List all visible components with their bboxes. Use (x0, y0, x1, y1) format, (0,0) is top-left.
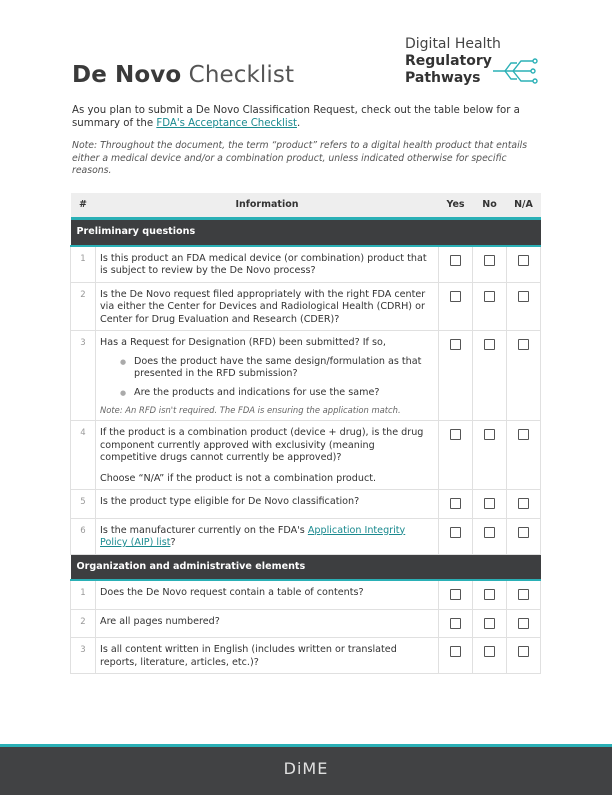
na-checkbox[interactable] (518, 646, 529, 657)
row-note: Note: An RFD isn't required. The FDA is ensuring the application match. (100, 405, 401, 415)
yes-checkbox[interactable] (450, 589, 461, 600)
no-checkbox[interactable] (484, 498, 495, 509)
row-text: Is all content written in English (includes written or translated reports, literature, articles, etc.)? (96, 638, 439, 674)
no-checkbox[interactable] (484, 339, 495, 350)
title-bold: De Novo (72, 62, 182, 88)
na-checkbox[interactable] (518, 339, 529, 350)
brand-line-1: Digital Health (405, 36, 501, 52)
na-checkbox[interactable] (518, 589, 529, 600)
row-number: 5 (71, 490, 96, 519)
yes-checkbox[interactable] (450, 527, 461, 538)
table-row (71, 638, 541, 674)
list-item: ● Does the product have the same design/formulation as that presented in the RFD submission? (120, 356, 434, 381)
no-checkbox[interactable] (484, 589, 495, 600)
row-number: 3 (71, 638, 96, 674)
header-no: No (473, 193, 507, 219)
no-checkbox[interactable] (484, 429, 495, 440)
table-row (71, 246, 541, 283)
yes-checkbox[interactable] (450, 291, 461, 302)
row-number: 3 (71, 331, 96, 421)
na-checkbox[interactable] (518, 527, 529, 538)
table-row (71, 518, 541, 554)
row-number: 2 (71, 609, 96, 638)
yes-checkbox[interactable] (450, 498, 461, 509)
row-text-secondary: Choose “N/A” if the product is not a combination product. (100, 472, 377, 484)
table-row (71, 421, 541, 490)
page-title (72, 62, 294, 88)
aip-list-link[interactable]: Application Integrity Policy (AIP) list (100, 524, 406, 548)
yes-checkbox[interactable] (450, 429, 461, 440)
yes-checkbox[interactable] (450, 618, 461, 629)
row-cell (96, 518, 439, 554)
na-checkbox[interactable] (518, 255, 529, 266)
no-checkbox[interactable] (484, 291, 495, 302)
table-row (71, 490, 541, 519)
row-number: 1 (71, 246, 96, 283)
intro-end: . (297, 118, 301, 129)
table-header-row (71, 193, 541, 219)
scope-note: Note: Throughout the document, the term “product” refers to a digital health product that entails either a medical device and/or a combination product, unless indicated otherwise for specific reasons. (72, 140, 528, 176)
section-row (71, 219, 541, 246)
header-info: Information (96, 193, 439, 219)
table-row (71, 580, 541, 609)
row-text-end: ? (170, 537, 176, 548)
section-title: Organization and administrative elements (71, 554, 541, 580)
row-text: Is the De Novo request filed appropriately with the right FDA center via either the Center for Devices and Radiological Health (CDRH) or Center for Drug Evaluation and Research (CDER)? (96, 282, 439, 331)
row-text: Is the product type eligible for De Novo classification? (96, 490, 439, 519)
na-checkbox[interactable] (518, 291, 529, 302)
brand-logo (405, 36, 545, 87)
no-checkbox[interactable] (484, 527, 495, 538)
na-checkbox[interactable] (518, 429, 529, 440)
no-checkbox[interactable] (484, 618, 495, 629)
row-text: Is this product an FDA medical device (or combination) product that is subject to review by the De Novo process? (96, 246, 439, 283)
checklist-table (70, 193, 541, 674)
row-text: If the product is a combination product (device + drug), is the drug component currently approved with exclusivity (meaning competitive drugs cannot currently be approved)? (100, 427, 424, 463)
table-row (71, 282, 541, 331)
acceptance-checklist-link[interactable]: FDA's Acceptance Checklist (156, 118, 297, 129)
yes-checkbox[interactable] (450, 255, 461, 266)
header-num: # (71, 193, 96, 219)
no-checkbox[interactable] (484, 255, 495, 266)
na-checkbox[interactable] (518, 498, 529, 509)
table-row (71, 609, 541, 638)
list-item: ● Are the products and indications for use the same? (120, 387, 434, 400)
row-cell (96, 331, 439, 421)
header-na: N/A (507, 193, 541, 219)
brand-line-3: Pathways (405, 70, 481, 86)
row-number: 2 (71, 282, 96, 331)
brand-line-2: Regulatory (405, 53, 492, 69)
section-row (71, 554, 541, 580)
section-title: Preliminary questions (71, 219, 541, 246)
title-light: Checklist (188, 62, 295, 88)
row-text: Has a Request for Designation (RFD) been submitted? If so, (100, 337, 386, 348)
no-checkbox[interactable] (484, 646, 495, 657)
yes-checkbox[interactable] (450, 339, 461, 350)
table-row (71, 331, 541, 421)
row-text: Are all pages numbered? (96, 609, 439, 638)
na-checkbox[interactable] (518, 618, 529, 629)
row-number: 6 (71, 518, 96, 554)
row-cell (96, 421, 439, 490)
circuit-icon (491, 54, 539, 88)
row-text: Does the De Novo request contain a table of contents? (96, 580, 439, 609)
row-text: Is the manufacturer currently on the FDA's (100, 524, 308, 536)
row-number: 4 (71, 421, 96, 490)
intro-text: As you plan to submit a De Novo Classification Request, check out the table below for a summary of the (72, 105, 520, 129)
row-number: 1 (71, 580, 96, 609)
footer-bar (0, 744, 612, 795)
dime-logo: DiME (283, 759, 329, 778)
intro-paragraph (72, 104, 542, 130)
header-yes: Yes (439, 193, 473, 219)
sub-list (120, 356, 434, 400)
yes-checkbox[interactable] (450, 646, 461, 657)
